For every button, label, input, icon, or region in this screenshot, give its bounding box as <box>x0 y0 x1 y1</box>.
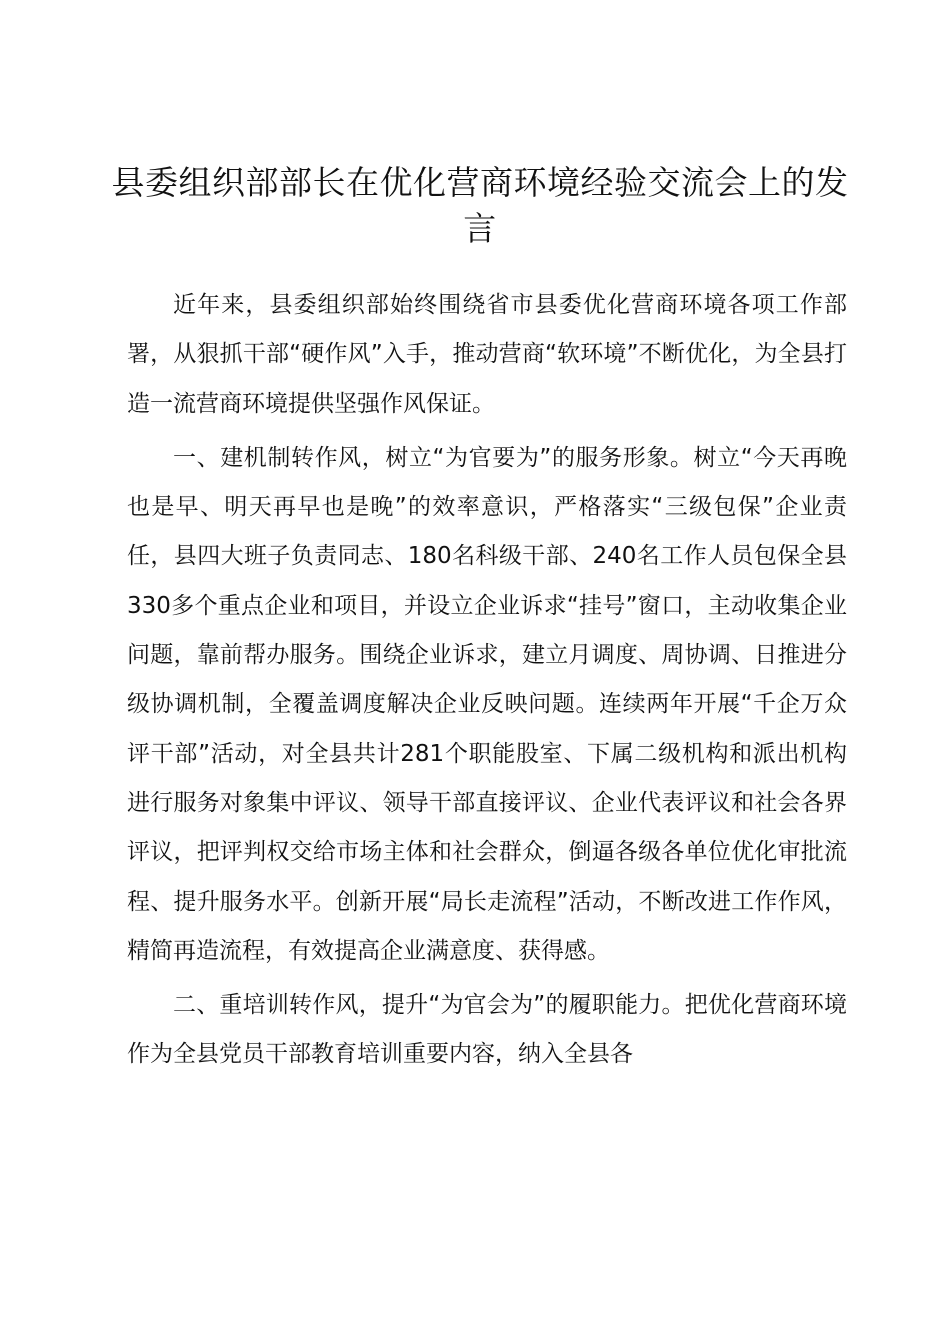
document-title: 县委组织部部长在优化营商环境经验交流会上的发言 <box>111 163 849 248</box>
document-body <box>127 281 847 1080</box>
paragraph-section-1: 一、建机制转作风，树立“为官要为”的服务形象。树立“今天再晚也是早、明天再早也是晚”的效率意识，严格落实“三级包保”企业责任，县四大班子负责同志、180名科级干部、240名工作人员包保全县330多个重点企业和项目，并设立企业诉求“挂号”窗口，主动收集企业问题，靠前帮办服务。围绕企业诉求，建立月调度、周协调、日推进分级协调机制，全覆盖调度解决企业反映问题。连续两年开展“千企万众评干部”活动，对全县共计281个职能股室、下属二级机构和派出机构进行服务对象集中评议、领导干部直接评议、企业代表评议和社会各界评议，把评判权交给市场主体和社会群众，倒逼各级各单位优化审批流程、提升服务水平。创新开展“局长走流程”活动，不断改进工作作风，精简再造流程，有效提高企业满意度、获得感。 <box>127 444 847 964</box>
paragraph-intro: 近年来，县委组织部始终围绕省市县委优化营商环境各项工作部署，从狠抓干部“硬作风”入手，推动营商“软环境”不断优化，为全县打造一流营商环境提供坚强作风保证。 <box>127 292 847 417</box>
paragraph-section-2: 二、重培训转作风，提升“为官会为”的履职能力。把优化营商环境作为全县党员干部教育培训重要内容，纳入全县各 <box>127 992 847 1068</box>
